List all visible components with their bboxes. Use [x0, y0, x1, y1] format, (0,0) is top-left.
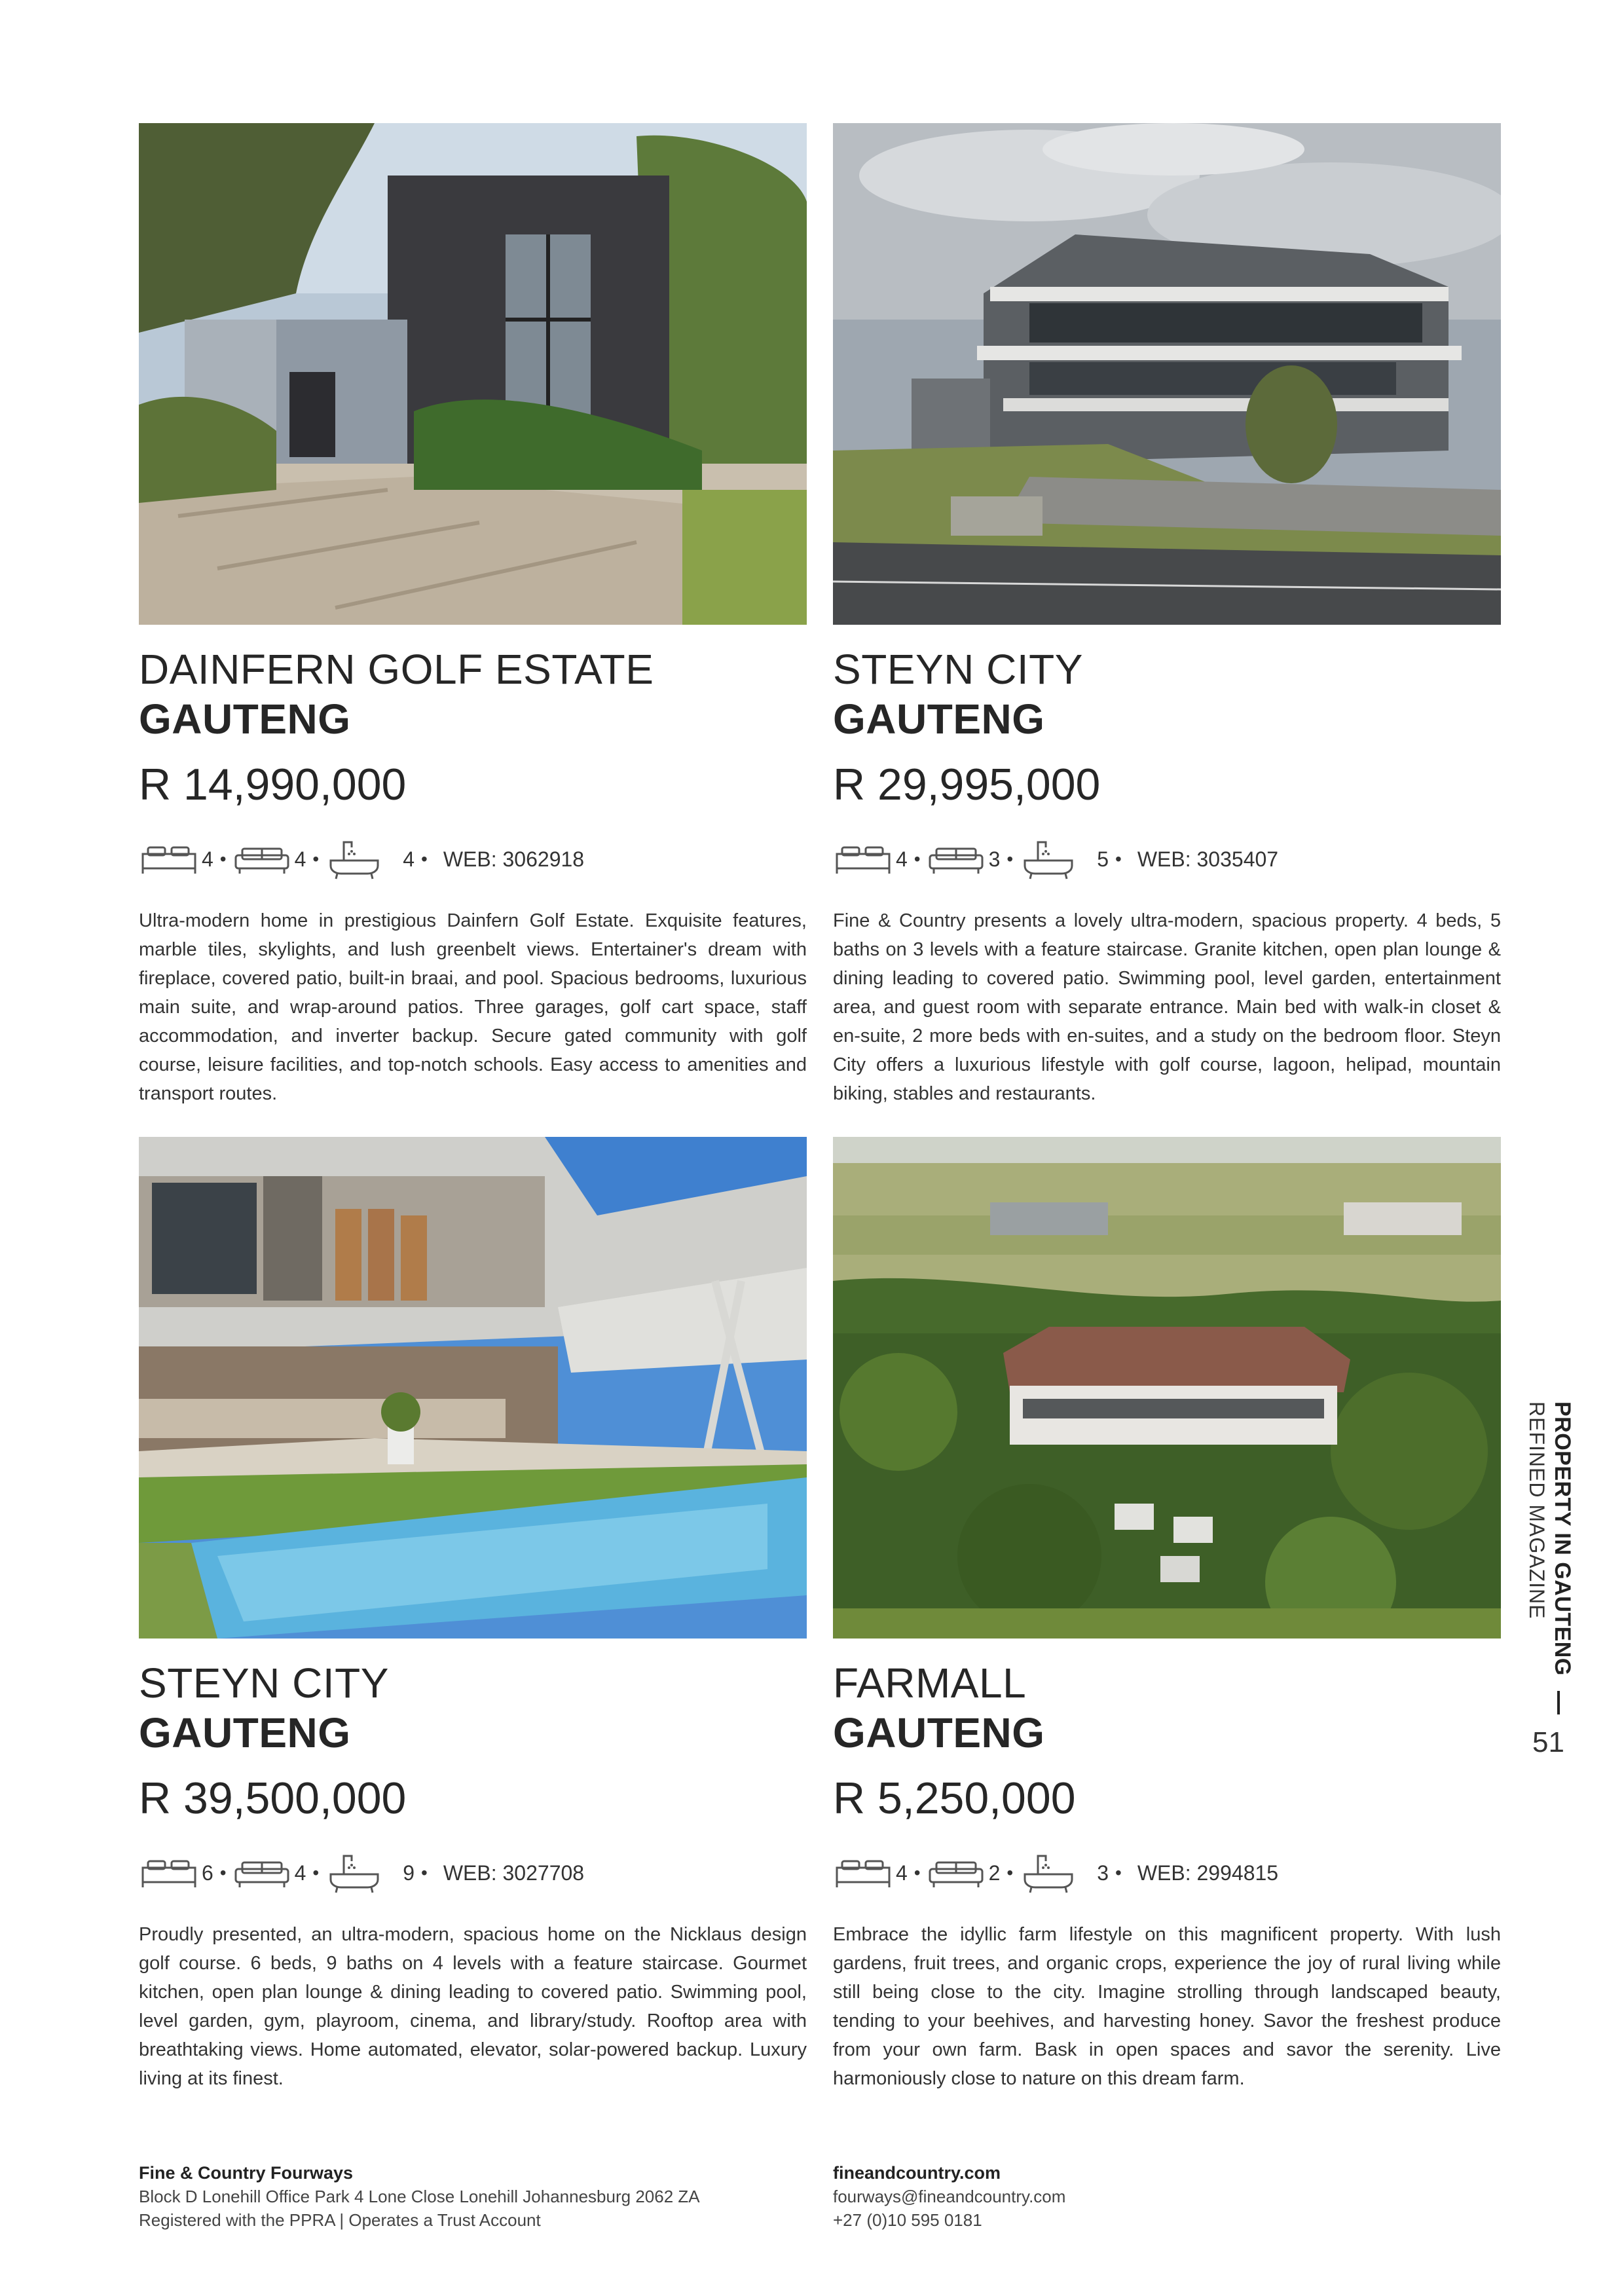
property-title: STEYN CITY [833, 646, 1083, 693]
page-number: 51 [1532, 1726, 1564, 1758]
footer-office [139, 2161, 700, 2232]
property-specs: 4 • 3 • 5 • WEB: 3035407 [833, 833, 1278, 885]
property-region: GAUTENG [139, 1709, 351, 1756]
office-registration: Registered with the PPRA | Operates a Trust Account [139, 2210, 541, 2230]
website-link[interactable]: fineandcountry.com [833, 2163, 1001, 2183]
bed-icon [833, 836, 893, 883]
bath-icon [324, 1849, 384, 1897]
sofa-icon [926, 836, 986, 883]
office-name: Fine & Country Fourways [139, 2163, 354, 2183]
baths-count: 2 [988, 1861, 1001, 1885]
bed-icon [139, 1849, 199, 1897]
bath-icon [324, 836, 384, 883]
property-region: GAUTENG [833, 1709, 1045, 1756]
baths-count: 4 [294, 1861, 306, 1885]
bath-icon [1018, 836, 1079, 883]
footer-contact [833, 2161, 1065, 2232]
property-description: Embrace the idyllic farm lifestyle on this magnificent property. With lush gardens, fruit trees, and organic crops, experience the joy of rural living while still being close to the city. Imagine strolling through landscaped beauty, tending to your beehives, and harvesting honey. Savor the freshest produce from your own farm. Bask in open spaces and savor the serenity. Live harmoniously close to nature on this dream farm. [833, 1924, 1501, 2089]
property-photo [833, 1137, 1501, 1639]
email-link[interactable]: fourways@fineandcountry.com [833, 2187, 1066, 2206]
sofa-icon [232, 836, 292, 883]
web-reference: WEB: 2994815 [1137, 1861, 1279, 1885]
property-region: GAUTENG [139, 695, 351, 743]
property-specs: 4 • 2 • 3 • WEB: 2994815 [833, 1847, 1278, 1899]
web-reference: WEB: 3062918 [443, 847, 585, 871]
showers-count: 4 [403, 847, 415, 871]
property-region: GAUTENG [833, 695, 1045, 743]
section-side-label [1525, 1401, 1575, 1716]
beds-count: 4 [896, 847, 908, 871]
property-photo [139, 1137, 807, 1639]
property-specs: 6 • 4 • 9 • WEB: 3027708 [139, 1847, 584, 1899]
property-title: DAINFERN GOLF ESTATE [139, 646, 654, 693]
bath-icon [1018, 1849, 1079, 1897]
office-address: Block D Lonehill Office Park 4 Lone Close Lonehill Johannesburg 2062 ZA [139, 2187, 700, 2206]
property-photo [833, 123, 1501, 625]
property-price: R 5,250,000 [833, 1773, 1076, 1823]
property-price: R 29,995,000 [833, 760, 1101, 809]
showers-count: 5 [1097, 847, 1109, 871]
property-specs: 4 • 4 • 4 • WEB: 3062918 [139, 833, 584, 885]
sofa-icon [232, 1849, 292, 1897]
divider [1557, 1691, 1560, 1714]
beds-count: 4 [896, 1861, 908, 1885]
sofa-icon [926, 1849, 986, 1897]
property-title: FARMALL [833, 1659, 1027, 1707]
bed-icon [833, 1849, 893, 1897]
property-price: R 39,500,000 [139, 1773, 407, 1823]
web-reference: WEB: 3027708 [443, 1861, 585, 1885]
bed-icon [139, 836, 199, 883]
showers-count: 9 [403, 1861, 415, 1885]
magazine-name: REFINED MAGAZINE [1525, 1401, 1549, 1620]
baths-count: 4 [294, 847, 306, 871]
phone-number[interactable]: +27 (0)10 595 0181 [833, 2210, 982, 2230]
web-reference: WEB: 3035407 [1137, 847, 1279, 871]
baths-count: 3 [988, 847, 1001, 871]
section-title: PROPERTY IN GAUTENG [1550, 1401, 1575, 1676]
property-price: R 14,990,000 [139, 760, 407, 809]
beds-count: 6 [202, 1861, 213, 1885]
property-photo [139, 123, 807, 625]
property-title: STEYN CITY [139, 1659, 389, 1707]
property-description: Proudly presented, an ultra-modern, spacious home on the Nicklaus design golf course. 6 beds, 9 baths on 4 levels with a feature staircase. Gourmet kitchen, open plan lounge & dining leading to covered patio. Swimming pool, level garden, gym, playroom, cinema, and library/study. Rooftop area with breathtaking views. Home automated, elevator, solar-powered backup. Luxury living at its finest. [139, 1924, 807, 2089]
property-description: Ultra-modern home in prestigious Dainfern Golf Estate. Exquisite features, marble tiles, skylights, and lush greenbelt views. Entertainer's dream with fireplace, covered patio, built-in braai, and pool. Spacious bedrooms, luxurious main suite, and wrap-around patios. Three garages, golf cart space, staff accommodation, and inverter backup. Secure gated community with golf course, leisure facilities, and top-notch schools. Easy access to amenities and transport routes. [139, 910, 807, 1104]
showers-count: 3 [1097, 1861, 1109, 1885]
property-description: Fine & Country presents a lovely ultra-modern, spacious property. 4 beds, 5 baths on 3 levels with a feature staircase. Granite kitchen, open plan lounge & dining leading to covered patio. Swimming pool, level garden, entertainment area, and guest room with separate entrance. Main bed with walk-in closet & en-suite, 2 more beds with en-suites, and a study on the bedroom floor. Steyn City offers a luxurious lifestyle with golf course, lagoon, helipad, mountain biking, stables and restaurants. [833, 910, 1501, 1104]
beds-count: 4 [202, 847, 213, 871]
